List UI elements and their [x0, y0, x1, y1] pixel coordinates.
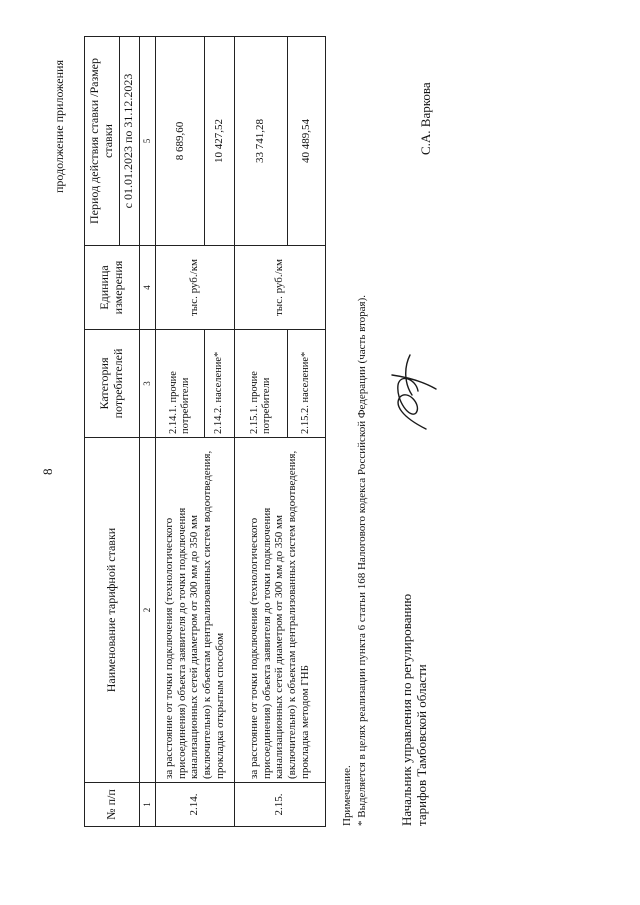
- footnote: [340, 295, 370, 826]
- column-index: 1: [139, 783, 155, 827]
- rate-value: 33 741,28: [234, 37, 287, 246]
- header-period-group: Период действия ставки /Размер ставки: [85, 37, 120, 246]
- rate-value: 10 427,52: [204, 37, 234, 246]
- column-index: 4: [139, 246, 155, 330]
- table-row: [234, 37, 287, 827]
- rate-value: 40 489,54: [287, 37, 325, 246]
- handwritten-signature: [382, 345, 442, 435]
- consumer-category: 2.15.1. прочие потребители: [234, 330, 287, 438]
- row-number: 2.15.: [234, 783, 325, 827]
- consumer-category: 2.15.2. население*: [287, 330, 325, 438]
- tariff-name: за расстояние от точки подключения (технологического присоединения) объекта заявителя до точки подключения канализационных сетей диаметром от 300 мм до 350 мм (включительно) к объектам централизованных систем водоотведения, прокладка методом ГНБ: [234, 438, 325, 783]
- table-header-row: [85, 37, 120, 827]
- signatory-name: С.А. Варкова: [418, 82, 433, 155]
- footnote-text: * Выделяется в целях реализации пункта 6 статьи 168 Налогового кодекса Российской Федерации (часть вторая).: [355, 294, 368, 826]
- signatory-line: тарифов Тамбовской области: [413, 664, 429, 826]
- consumer-category: 2.14.2. население*: [204, 330, 234, 438]
- signatory-title: [400, 594, 430, 826]
- tariff-table: [84, 36, 326, 827]
- unit-cell: тыс. руб./км: [234, 246, 325, 330]
- table-row: [155, 37, 204, 827]
- consumer-category: 2.14.1. прочие потребители: [155, 330, 204, 438]
- column-index-row: [139, 37, 155, 827]
- column-index: 2: [139, 438, 155, 783]
- page-number: 8: [40, 468, 55, 475]
- row-number: 2.14.: [155, 783, 234, 827]
- unit-cell: тыс. руб./км: [155, 246, 234, 330]
- footnote-title: Примечание.: [341, 765, 353, 826]
- header-period: с 01.01.2023 по 31.12.2023: [119, 37, 139, 246]
- rate-value: 8 689,60: [155, 37, 204, 246]
- column-index: 3: [139, 330, 155, 438]
- header-category: Категория потребителей: [85, 330, 140, 438]
- header-name: Наименование тарифной ставки: [85, 438, 140, 783]
- tariff-name: за расстояние от точки подключения (технологического присоединения) объекта заявителя до точки подключения канализационных сетей диаметром от 300 мм до 350 мм (включительно) к объектам централизованных систем водоотведения, прокладка открытым способом: [155, 438, 234, 783]
- header-unit: Единица измерения: [85, 246, 140, 330]
- column-index: 5: [139, 37, 155, 246]
- appendix-label: продолжение приложения: [52, 60, 66, 193]
- signatory-line: Начальник управления по регулированию: [399, 593, 414, 826]
- header-num: № п/п: [85, 783, 140, 827]
